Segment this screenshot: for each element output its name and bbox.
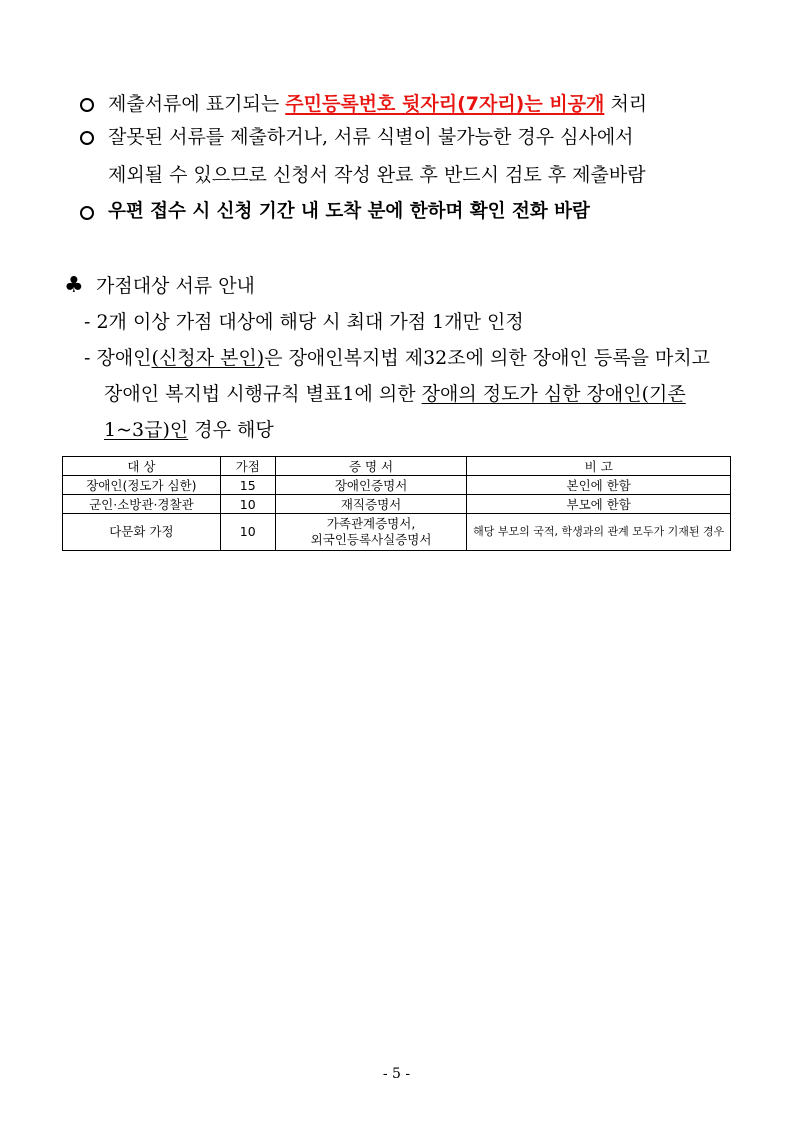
- notice-1-highlight: 주민등록번호 뒷자리(7자리)는 비공개: [285, 93, 605, 115]
- circle-bullet-icon: [80, 131, 94, 145]
- section-item-2-line1: - 장애인(신청자 본인)은 장애인복지법 제32조에 의한 장애인 등록을 마치고: [84, 347, 711, 369]
- notice-1-post: 처리: [604, 93, 648, 115]
- header-target: 대 상: [63, 457, 221, 476]
- table-row: 군인·소방관·경찰관 10 재직증명서 부모에 한함: [63, 495, 731, 514]
- section-item-2-line3: 1~3급)인 경우 해당: [104, 419, 274, 441]
- notice-2-line1: 잘못된 서류를 제출하거나, 서류 식별이 불가능한 경우 심사에서: [108, 126, 634, 148]
- notice-1-pre: 제출서류에 표기되는: [108, 93, 286, 115]
- club-icon: ♣: [64, 273, 84, 298]
- notice-2-line2: 제외될 수 있으므로 신청서 작성 완료 후 반드시 검토 후 제출바람: [108, 164, 646, 186]
- notice-3-text: 우편 접수 시 신청 기간 내 도착 분에 한하며 확인 전화 바람: [108, 201, 590, 222]
- circle-bullet-icon: [80, 98, 94, 112]
- header-points: 가점: [220, 457, 275, 476]
- section-title: 가점대상 서류 안내: [96, 275, 255, 297]
- header-certificate: 증 명 서: [275, 457, 467, 476]
- bonus-table: [62, 456, 731, 551]
- table-row: 장애인(정도가 심한) 15 장애인증명서 본인에 한함: [63, 476, 731, 495]
- section-item-2-line2: 장애인 복지법 시행규칙 별표1에 의한 장애의 정도가 심한 장애인(기존: [104, 383, 686, 405]
- header-remarks: 비 고: [467, 457, 731, 476]
- table-header-row: [63, 457, 731, 476]
- table-row: 다문화 가정 10 가족관계증명서, 외국인등록사실증명서 해당 부모의 국적, 학생과의 관계 모두가 기재된 경우: [63, 514, 731, 551]
- page-number: - 5 -: [382, 1066, 411, 1082]
- circle-bullet-icon: [80, 206, 94, 220]
- section-item-1: - 2개 이상 가점 대상에 해당 시 최대 가점 1개만 인정: [84, 311, 524, 333]
